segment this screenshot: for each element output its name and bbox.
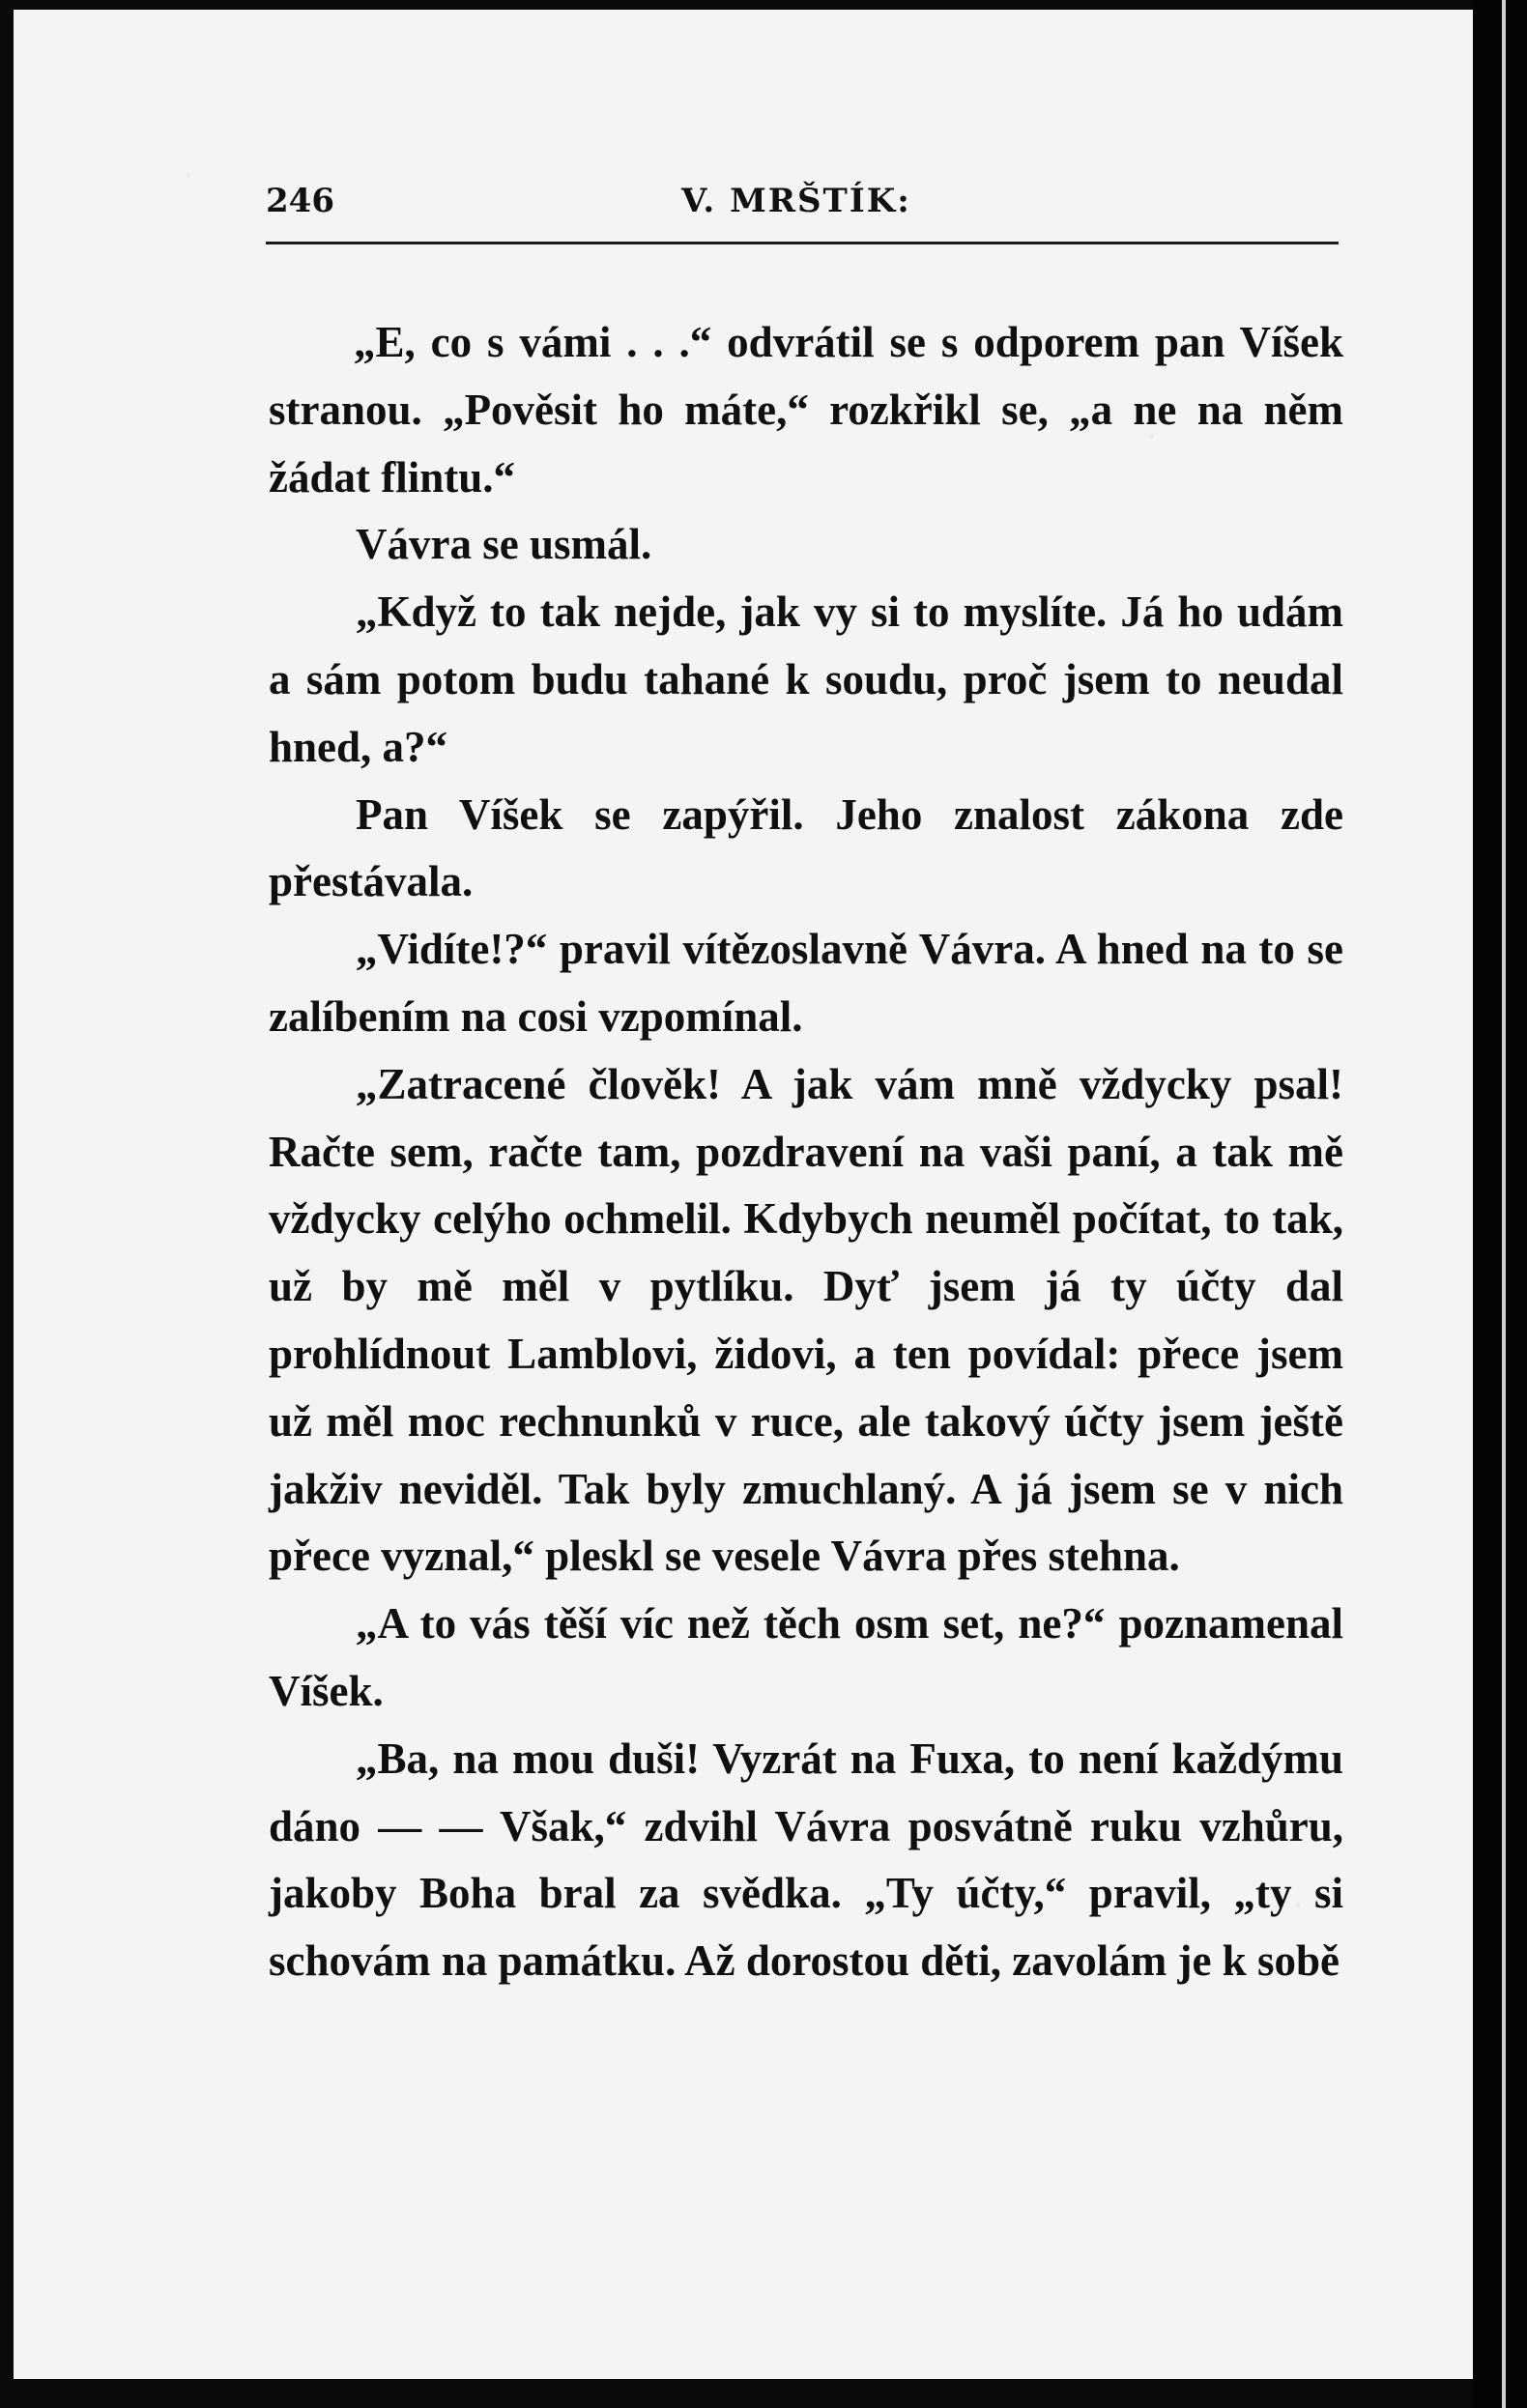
- paragraph: „Vidíte!?“ pravil vítězoslavně Vávra. A hned na to se zalíbením na cosi vzpomínal.: [269, 925, 1343, 1041]
- page-number: 246: [266, 182, 334, 220]
- paragraph: „E, co s vámi . . .“ odvrátil se s odporem pan Víšek stranou. „Pověsit ho máte,“ rozkřikl se, „a ne na něm žádat flintu.“: [269, 318, 1343, 502]
- paragraph: „Ba, na mou duši! Vyzrát na Fuxa, to není každýmu dáno — — Však,“ zdvihl Vávra posvátně ruku vzhůru, jakoby Boha bral za svědka. „Ty účty,“ pravil, „ty si schovám na památku. Až dorostou děti, zavolám je k sobě: [269, 1734, 1343, 1986]
- paragraph: „A to vás těší víc než těch osm set, ne?“ poznamenal Víšek.: [269, 1599, 1343, 1715]
- running-head-title: V. MRŠTÍK:: [681, 182, 911, 220]
- body-text: [269, 309, 1343, 1995]
- header-rule: [266, 242, 1339, 244]
- paragraph: Vávra se usmál.: [356, 520, 652, 569]
- page-edge-line: [1502, 0, 1506, 2408]
- paragraph: „Zatracené člověk! A jak vám mně vždycky psal! Račte sem, račte tam, pozdravení na vaši paní, a tak mě vždycky celýho ochmelil. Kdybych neuměl počítat, to tak, už by mě měl v pytlíku. Dyť jsem já ty účty dal prohlídnout Lamblovi, židovi, a ten povídal: přece jsem už měl moc rechnunků v ruce, ale takový účty jsem ještě jakživ neviděl. Tak byly zmuchlaný. A já jsem se v nich přece vyznal,“ pleskl se vesele Vávra přes stehna.: [269, 1059, 1343, 1581]
- page-edge-shadow: [1473, 0, 1527, 2408]
- running-header: [266, 174, 1343, 232]
- paragraph: Pan Víšek se zapýřil. Jeho znalost zákona zde přestávala.: [269, 789, 1343, 906]
- paragraph: „Když to tak nejde, jak vy si to myslíte. Já ho udám a sám potom budu tahané k soudu, proč jsem to neudal hned, a?“: [269, 588, 1343, 771]
